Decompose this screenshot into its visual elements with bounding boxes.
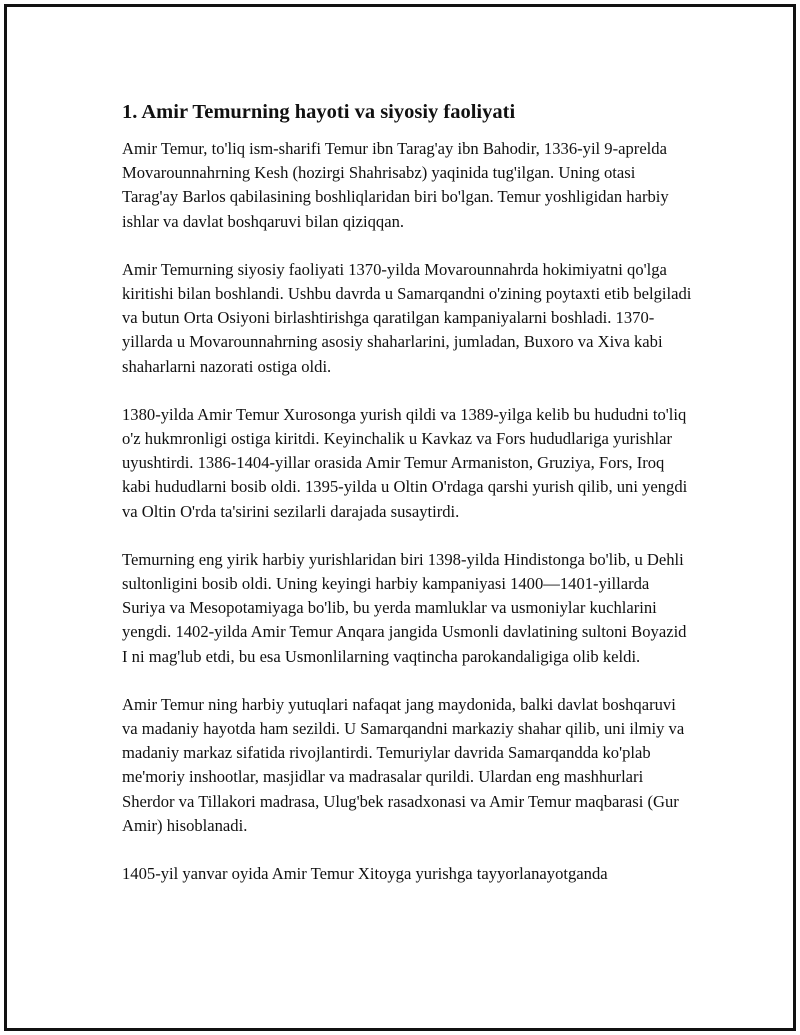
paragraph-birth: Amir Temur, to'liq ism-sharifi Temur ibn Tarag'ay ibn Bahodir, 1336-yil 9-aprelda Movarounnahrning Kesh (hozirgi Shahrisabz) yaqinida tug'ilgan. Uning otasi Tarag'ay Barlos qabilasining boshliqlaridan biri bo'lgan. Temur yoshligidan harbiy ishlar va davlat boshqaruvi bilan qiziqqan. (122, 139, 669, 231)
paragraph-final-campaign: 1405-yil yanvar oyida Amir Temur Xitoyga yurishga tayyorlanayotganda (122, 864, 608, 884)
paragraph-western-campaigns: 1380-yilda Amir Temur Xurosonga yurish qildi va 1389-yilga kelib bu hududni to'liq o'z hukmronligi ostiga kiritdi. Keyinchalik u Kavkaz va Fors hududlariga yurishlar uyushtirdi. 1386-1404-yillar orasida Amir Temur Armaniston, Gruziya, Fors, Iroq kabi hududlarni bosib oldi. 1395-yilda u Oltin O'rdaga qarshi yurish qilib, uni yengdi va Oltin O'rda ta'sirini sezilarli darajada susaytirdi. (122, 404, 688, 521)
paragraph-rise-to-power: Amir Temurning siyosiy faoliyati 1370-yilda Movarounnahrda hokimiyatni qo'lga kiritishi bilan boshlandi. Ushbu davrda u Samarqandni o'zining poytaxti etib belgiladi va butun Orta Osiyoni birlashtirishga qaratilgan kampaniyalarni boshladi. 1370-yillarda u Movarounnahrning asosiy shaharlarini, jumladan, Buxoro va Xiva kabi shaharlarni nazorati ostiga oldi. (122, 259, 692, 376)
document-body (122, 99, 692, 910)
paragraph-samarkand-culture: Amir Temur ning harbiy yutuqlari nafaqat jang maydonida, balki davlat boshqaruvi va madaniy hayotda ham sezildi. U Samarqandni markaziy shahar qilib, uni ilmiy va madaniy markaz sifatida rivojlantirdi. Temuriylar davrida Samarqandda ko'plab me'moriy inshootlar, masjidlar va madrasalar qurildi. Ulardan eng mashhurlari Sherdor va Tillakori madrasa, Ulug'bek rasadxonasi va Amir Temur maqbarasi (Gur Amir) hisoblanadi. (122, 694, 685, 835)
document-title: 1. Amir Temurning hayoti va siyosiy faoliyati (122, 101, 516, 123)
page-frame (4, 4, 796, 1031)
paragraph-india-anatolia: Temurning eng yirik harbiy yurishlaridan biri 1398-yilda Hindistonga bo'lib, u Dehli sultonligini bosib oldi. Uning keyingi harbiy kampaniyasi 1400—1401-yillarda Suriya va Mesopotamiyaga bo'lib, bu yerda mamluklar va usmoniylar kuchlarini yengdi. 1402-yilda Amir Temur Anqara jangida Usmonli davlatining sultoni Boyazid I ni mag'lub etdi, bu esa Usmonlilarning vaqtincha parokandaligiga olib keldi. (122, 549, 687, 666)
